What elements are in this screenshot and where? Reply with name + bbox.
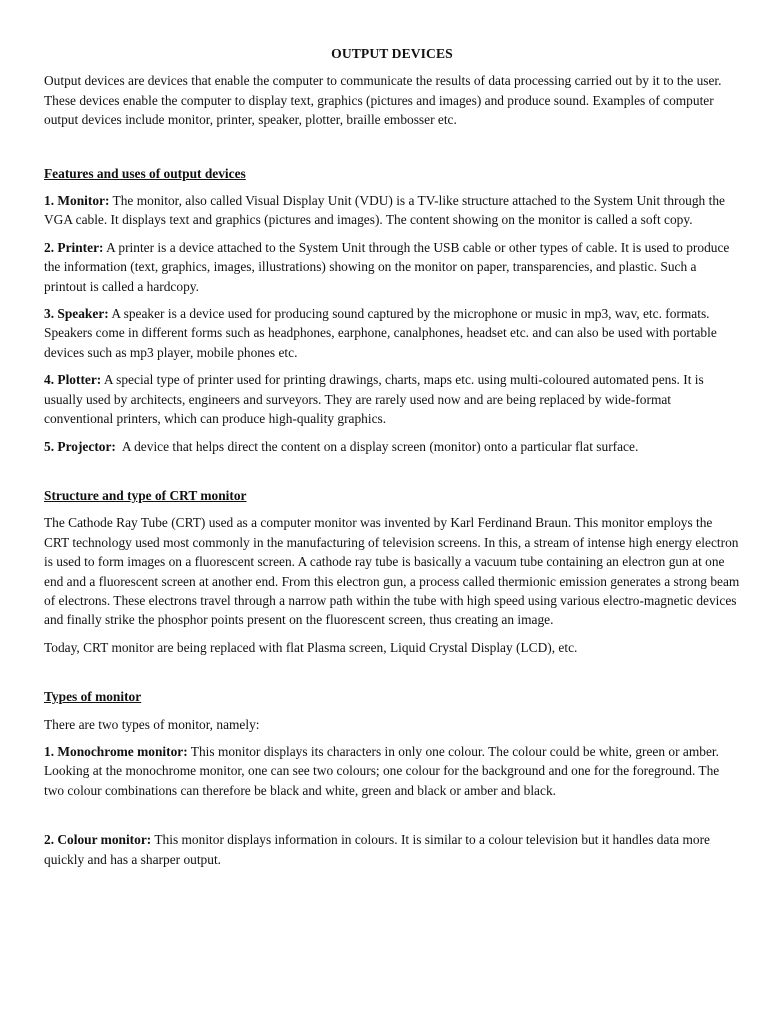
- feature-item-speaker: [44, 304, 740, 362]
- spacer: [44, 665, 740, 687]
- feature-text: The monitor, also called Visual Display Unit (VDU) is a TV-like structure attached to the System Unit through the VGA cable. It displays text and graphics (pictures and images). The content showing on the monitor is called a soft copy.: [44, 193, 725, 228]
- spacer: [44, 464, 740, 486]
- type-item-colour: [44, 830, 740, 869]
- feature-text: A speaker is a device used for producing sound captured by the microphone or music in mp3, wav, etc. formats. Speakers come in different forms such as headphones, earphone, canalphones, headset etc. and can also be used with portable devices such as mp3 player, mobile phones etc.: [44, 306, 717, 360]
- page-title: OUTPUT DEVICES: [331, 46, 453, 61]
- types-lead: There are two types of monitor, namely:: [44, 716, 260, 732]
- spacer: [44, 138, 740, 164]
- feature-term: 3. Speaker:: [44, 306, 109, 322]
- feature-term: 4. Plotter:: [44, 372, 102, 388]
- section-heading-crt: Structure and type of CRT monitor: [44, 487, 247, 503]
- section-heading-types: Types of monitor: [44, 689, 142, 705]
- type-text: This monitor displays information in colours. It is similar to a colour television but it handles data more quickly and has a sharper output.: [44, 832, 710, 867]
- feature-text: A special type of printer used for printing drawings, charts, maps etc. using multi-coloured automated pens. It is usually used by architects, engineers and surveyors. They are rarely used now and are being replaced by wide-format conventional printers, which can produce high-quality graphics.: [44, 372, 704, 427]
- type-term: 1. Monochrome monitor:: [44, 743, 188, 759]
- feature-term: 2. Printer:: [44, 239, 104, 255]
- spacer: [44, 808, 740, 830]
- feature-text: A device that helps direct the content on a display screen (monitor) onto a particular flat surface.: [115, 438, 639, 454]
- feature-item-monitor: [44, 191, 740, 230]
- type-item-monochrome: [44, 742, 740, 800]
- document-page: [44, 44, 740, 877]
- feature-item-projector: [44, 437, 740, 456]
- feature-term: 1. Monitor:: [44, 193, 110, 209]
- crt-replacement-paragraph: Today, CRT monitor are being replaced with flat Plasma screen, Liquid Crystal Display (LCD), etc.: [44, 639, 578, 655]
- feature-item-plotter: [44, 370, 740, 428]
- feature-term: 5. Projector:: [44, 438, 116, 454]
- section-heading-features: Features and uses of output devices: [44, 165, 246, 181]
- crt-paragraph: The Cathode Ray Tube (CRT) used as a computer monitor was invented by Karl Ferdinand Braun. This monitor employs the CRT technology used most commonly in the manufacturing of television screens. In this, a stream of intense high energy electron is used to form images on a fluorescent screen. A cathode ray tube is basically a vacuum tube containing an electron gun at one end and a fluorescent screen at another end. From this electron gun, a process called thermionic emission generates a strong beam of electrons. These electrons travel through a narrow path within the tube with high speed using various electro-magnetic devices and finally strike the phosphor points present on the fluorescent screen, thus creating an image.: [44, 515, 740, 628]
- intro-paragraph: Output devices are devices that enable the computer to communicate the results of data processing carried out by it to the user. These devices enable the computer to display text, graphics (pictures and images) and produce sound. Examples of computer output devices include monitor, printer, speaker, plotter, braille embosser etc.: [44, 73, 722, 128]
- type-text: This monitor displays its characters in only one colour. The colour could be white, green or amber. Looking at the monochrome monitor, one can see two colours; one colour for the background and one for the foreground. The two colour combinations can therefore be black and white, green and black or amber and black.: [44, 743, 720, 798]
- type-term: 2. Colour monitor:: [44, 832, 152, 848]
- feature-item-printer: [44, 238, 740, 296]
- feature-text: A printer is a device attached to the System Unit through the USB cable or other types of cable. It is used to produce the information (text, graphics, images, illustrations) showing on the monitor on paper, transparencies, and plastic. Such a printout is called a hardcopy.: [44, 239, 730, 294]
